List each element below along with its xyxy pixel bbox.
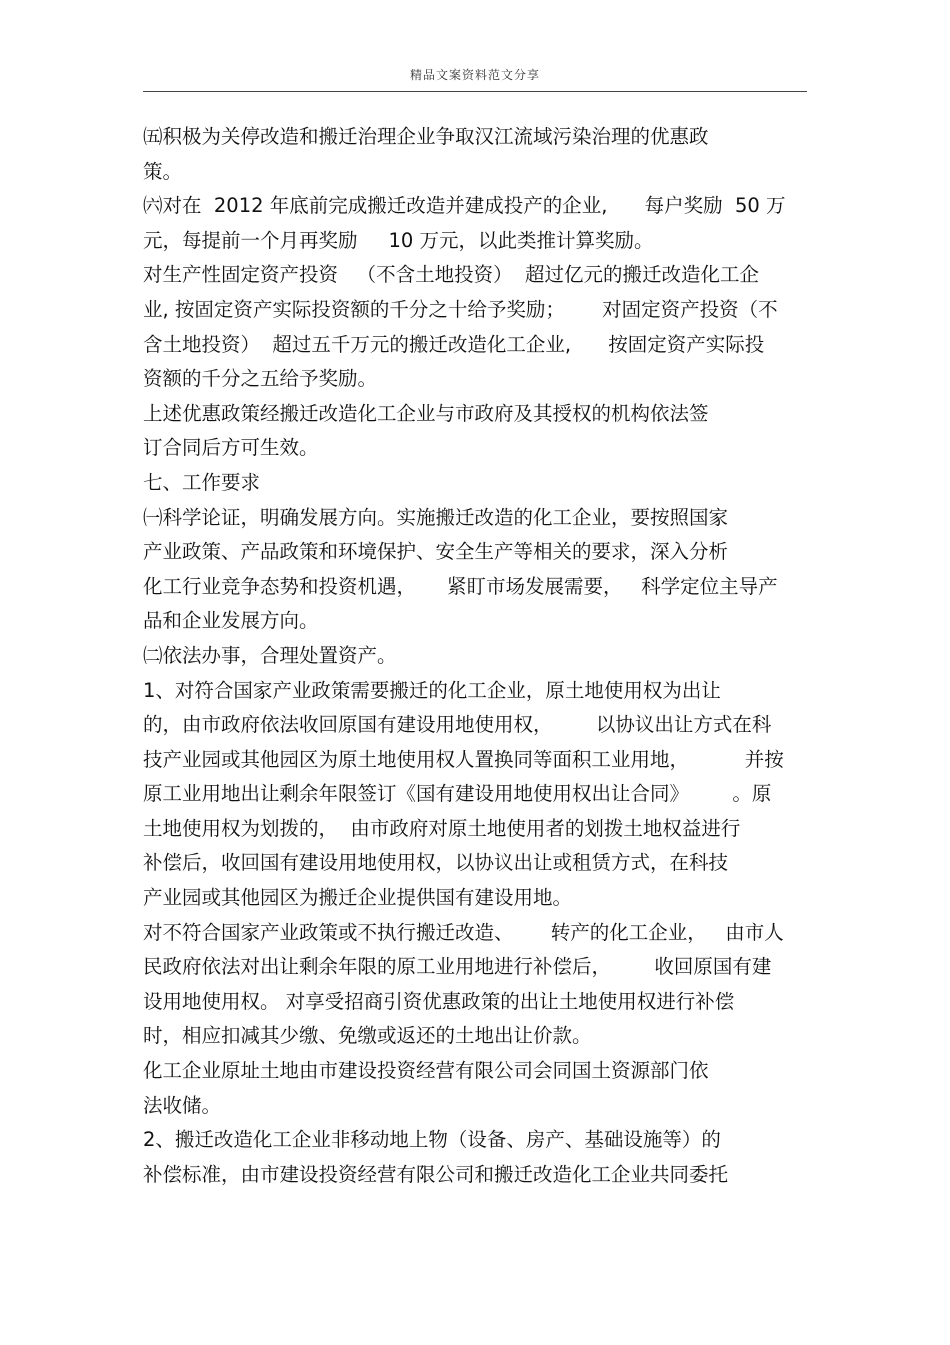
text-line: 法收储。 — [143, 1093, 222, 1117]
text-line: ㈠科学论证，明确发展方向。实施搬迁改造的化工企业，要按照国家 — [143, 505, 729, 529]
text-line: 化工行业竞争态势和投资机遇， 紧盯市场发展需要， 科学定位主导产 — [143, 574, 778, 598]
text-line: 技产业园或其他园区为原土地使用权人置换同等面积工业用地， 并按 — [143, 747, 784, 771]
text-line: 资额的千分之五给予奖励。 — [143, 367, 378, 391]
text-line: 设用地使用权。 对享受招商引资优惠政策的出让土地使用权进行补偿 — [143, 989, 735, 1013]
text-line: 土地使用权为划拨的， 由市政府对原土地使用者的划拨土地权益进行 — [143, 816, 741, 840]
header-divider — [143, 91, 807, 92]
text-line: 品和企业发展方向。 — [143, 609, 319, 633]
text-line: 产业园或其他园区为搬迁企业提供国有建设用地。 — [143, 886, 573, 910]
text-line: 的，由市政府依法收回原国有建设用地使用权， 以协议出让方式在科 — [143, 713, 772, 737]
text-line: ㈡依法办事，合理处置资产。 — [143, 643, 397, 667]
text-line: 对生产性固定资产投资 （不含土地投资） 超过亿元的搬迁改造化工企 — [143, 263, 759, 287]
document-body — [143, 120, 807, 1192]
section-heading: 七、工作要求 — [143, 470, 261, 494]
text-line: 原工业用地出让剩余年限签订《国有建设用地使用权出让合同》 。原 — [143, 782, 772, 806]
text-line: 民政府依法对出让剩余年限的原工业用地进行补偿后， 收回原国有建 — [143, 955, 772, 979]
text-line: 2、搬迁改造化工企业非移动地上物（设备、房产、基础设施等）的 — [143, 1128, 721, 1152]
text-line: ㈤积极为关停改造和搬迁治理企业争取汉江流域污染治理的优惠政 — [143, 125, 709, 148]
text-line: 含土地投资） 超过五千万元的搬迁改造化工企业, 按固定资产实际投 — [143, 332, 765, 356]
text-line: 上述优惠政策经搬迁改造化工企业与市政府及其授权的机构依法签 — [143, 401, 709, 425]
text-line: 策。 — [143, 159, 183, 183]
text-line: 业, 按固定资产实际投资额的千分之十给予奖励； 对固定资产投资（不 — [143, 297, 778, 321]
text-line: 化工企业原址土地由市建设投资经营有限公司会同国土资源部门依 — [143, 1059, 709, 1083]
text-line: 订合同后方可生效。 — [143, 436, 319, 460]
text-line: 补偿后，收回国有建设用地使用权，以协议出让或租赁方式，在科技 — [143, 851, 729, 875]
text-line: 元，每提前一个月再奖励 10 万元，以此类推计算奖励。 — [143, 228, 654, 252]
text-line: 时，相应扣减其少缴、免缴或返还的土地出让价款。 — [143, 1024, 592, 1048]
text-line: 补偿标准，由市建设投资经营有限公司和搬迁改造化工企业共同委托 — [143, 1162, 729, 1186]
page-header: 精品文案资料范文分享 — [409, 68, 540, 82]
text-line: 产业政策、产品政策和环境保护、安全生产等相关的要求，深入分析 — [143, 540, 729, 564]
text-line: 对不符合国家产业政策或不执行搬迁改造、 转产的化工企业， 由市人 — [143, 920, 784, 944]
text-line: ㈥对在 2012 年底前完成搬迁改造并建成投产的企业, 每户奖励 50 万 — [143, 194, 786, 218]
text-line: 1、对符合国家产业政策需要搬迁的化工企业，原土地使用权为出让 — [143, 678, 721, 702]
